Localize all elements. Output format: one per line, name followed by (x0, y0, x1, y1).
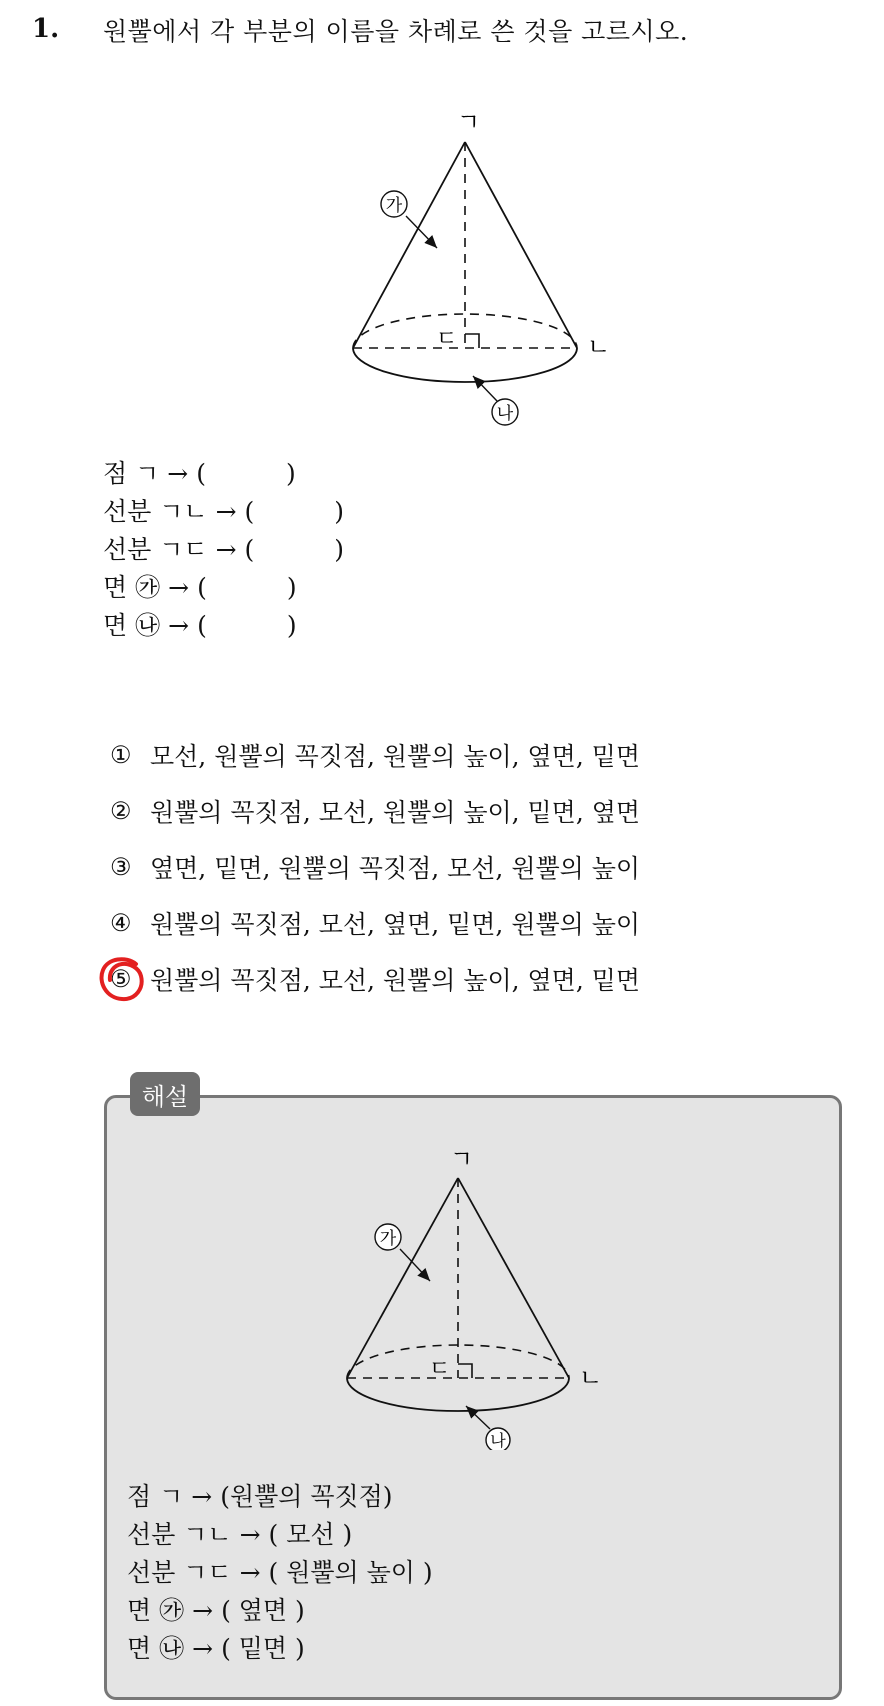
base-face-label: 나 (490, 1431, 506, 1450)
cone-slant-left (347, 1178, 458, 1378)
close-paren: ) (334, 497, 345, 526)
answer-subject: 선분 ㄱㄴ (127, 1520, 232, 1549)
question-text: 원뿔에서 각 부분의 이름을 차례로 쓴 것을 고르시오. (103, 17, 689, 46)
circled-na: ㉯ (135, 611, 161, 640)
base-front-edge (347, 1378, 569, 1411)
choice-text: 원뿔의 꼭짓점, 모선, 옆면, 밑면, 원뿔의 높이 (150, 910, 641, 939)
apex-label: ㄱ (450, 1150, 474, 1173)
choice-2[interactable] (110, 783, 640, 839)
prompt-segment-gn (103, 493, 344, 531)
arrow-symbol: → (168, 611, 190, 640)
answer-face-na (127, 1630, 433, 1668)
choice-list (110, 727, 640, 1007)
choice-4[interactable] (110, 895, 640, 951)
prompt-subject: 면 (103, 611, 128, 640)
center-label: ㄷ (429, 1357, 451, 1382)
solution-badge: 해설 (130, 1072, 200, 1116)
open-paren: ( (196, 459, 206, 488)
open-paren: ( (244, 535, 255, 564)
arrow-symbol: → (239, 1520, 261, 1549)
circled-na: ㉯ (159, 1634, 185, 1663)
apex-label: ㄱ (457, 110, 481, 136)
open-paren: ( (244, 497, 255, 526)
answer-value: ( 밑면 ) (221, 1634, 305, 1663)
base-face-label: 나 (496, 404, 514, 424)
question-number: 1. (32, 14, 60, 44)
open-paren: ( (197, 611, 207, 640)
solution-answer-list (127, 1478, 433, 1668)
choice-5[interactable] (110, 951, 640, 1007)
base-edge-label: ㄴ (587, 333, 611, 361)
answer-subject: 점 ㄱ (127, 1482, 184, 1511)
answer-value: ( 모선 ) (268, 1520, 353, 1549)
arrow-symbol: → (215, 535, 237, 564)
cone-slant-right (458, 1178, 569, 1378)
right-angle-mark (465, 334, 479, 348)
center-label: ㄷ (436, 327, 458, 352)
lateral-face-label: 가 (385, 196, 403, 216)
choice-text: 원뿔의 꼭짓점, 모선, 원뿔의 높이, 옆면, 밑면 (150, 966, 641, 995)
answer-subject: 면 (127, 1634, 152, 1663)
arrow-symbol: → (167, 459, 189, 488)
prompt-face-ga (103, 569, 344, 607)
close-paren: ) (286, 611, 297, 640)
answer-segment-gn (127, 1516, 433, 1554)
answer-value: ( 옆면 ) (221, 1596, 305, 1625)
prompt-segment-gd (103, 531, 344, 569)
answer-segment-gd (127, 1554, 433, 1592)
choice-text: 옆면, 밑면, 원뿔의 꼭짓점, 모선, 원뿔의 높이 (150, 854, 641, 883)
arrow-symbol: → (215, 497, 237, 526)
answer-subject: 면 (127, 1596, 152, 1625)
arrow-symbol: → (192, 1596, 214, 1625)
prompt-point-apex (103, 455, 344, 493)
choice-number: ⑤ (110, 965, 132, 993)
prompt-subject: 점 ㄱ (103, 459, 160, 488)
lateral-face-label: 가 (379, 1229, 397, 1249)
base-face-arrow (473, 376, 497, 401)
choice-1[interactable] (110, 727, 640, 783)
cone-slant-left (353, 142, 465, 348)
answer-subject: 선분 ㄱㄷ (127, 1558, 232, 1587)
prompt-list (103, 455, 344, 645)
choice-number: ② (110, 797, 132, 825)
choice-text: 모선, 원뿔의 꼭짓점, 원뿔의 높이, 옆면, 밑면 (150, 742, 641, 771)
choice-number: ④ (110, 909, 132, 937)
choice-number: ③ (110, 853, 132, 881)
close-paren: ) (334, 535, 345, 564)
close-paren: ) (285, 459, 296, 488)
prompt-subject: 선분 ㄱㄷ (103, 535, 208, 564)
base-edge-label: ㄴ (579, 1364, 603, 1392)
arrow-symbol: → (192, 1634, 214, 1663)
answer-value: (원뿔의 꼭짓점) (220, 1482, 393, 1511)
arrow-symbol: → (191, 1482, 213, 1511)
answer-value: ( 원뿔의 높이 ) (268, 1558, 433, 1587)
circled-ga: ㉮ (159, 1596, 185, 1625)
choice-number: ① (110, 741, 132, 769)
prompt-face-na (103, 607, 344, 645)
base-front-edge (353, 348, 577, 382)
answer-face-ga (127, 1592, 433, 1630)
prompt-subject: 선분 ㄱㄴ (103, 497, 208, 526)
open-paren: ( (197, 573, 207, 602)
selected-answer-mark (96, 954, 150, 1004)
answer-point-apex (127, 1478, 433, 1516)
arrow-symbol: → (239, 1558, 261, 1587)
close-paren: ) (286, 573, 297, 602)
solution-cone-figure (325, 1150, 625, 1450)
arrow-symbol: → (168, 573, 190, 602)
cone-slant-right (465, 142, 577, 348)
circled-ga: ㉮ (135, 573, 161, 602)
right-angle-mark (458, 1364, 472, 1378)
choice-3[interactable] (110, 839, 640, 895)
choice-text: 원뿔의 꼭짓점, 모선, 원뿔의 높이, 밑면, 옆면 (150, 798, 641, 827)
cone-figure (330, 110, 630, 430)
prompt-subject: 면 (103, 573, 128, 602)
